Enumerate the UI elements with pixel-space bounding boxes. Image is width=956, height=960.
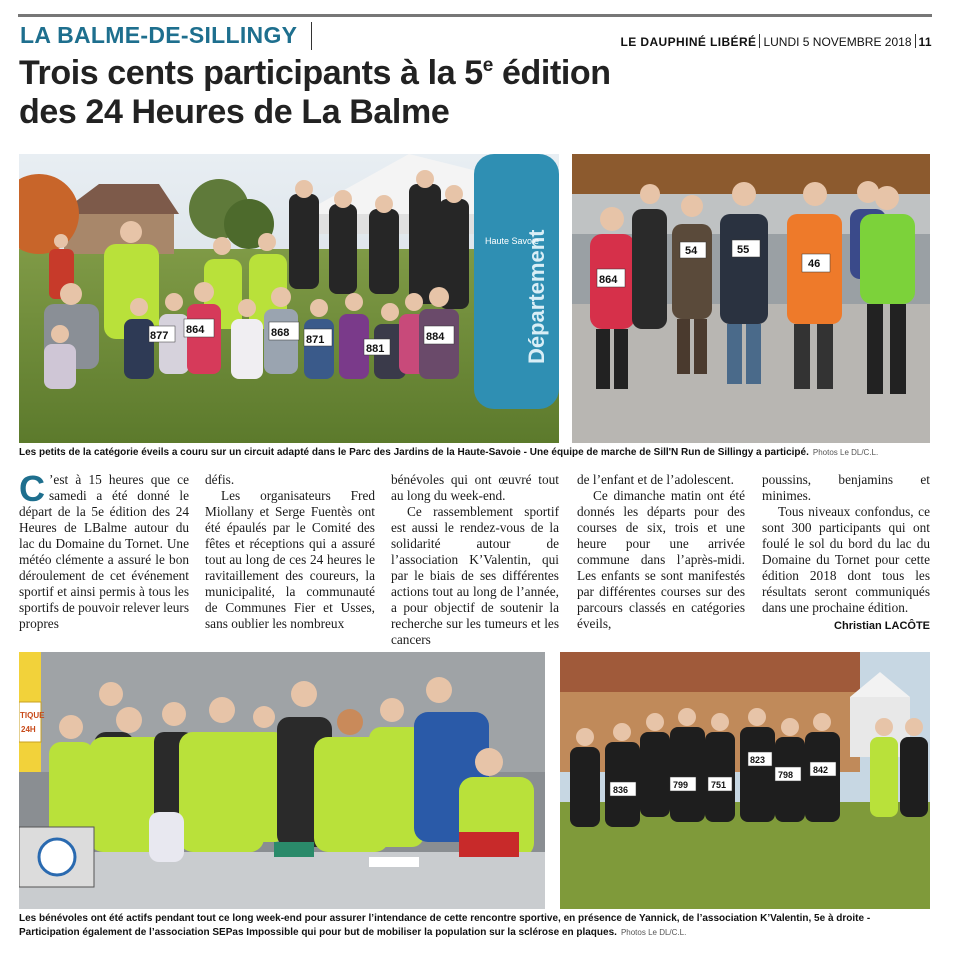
article-column-1: C ’est à 15 heures que ce samedi a été donné le départ de la 5e édition des 24 Heures de LBalme autour du lac du Domaine du Tornet. Une météo clémente a assuré le bon déroulement de cet événement sportif et ainsi permis à tous les sportifs de pouvoir relever leurs propres — [19, 468, 189, 631]
photo-sepas-runners — [560, 652, 930, 909]
bib-46: 46 — [808, 258, 821, 270]
bib-864: 864 — [186, 324, 205, 336]
photo-volunteers — [19, 652, 545, 909]
bib-55: 55 — [737, 244, 750, 256]
bib-864-walker: 864 — [599, 274, 618, 286]
author-byline: Christian LACÔTE — [834, 620, 930, 632]
bib-881: 881 — [366, 343, 385, 355]
bib-836: 836 — [613, 785, 629, 795]
drop-cap: C — [19, 468, 45, 509]
bib-877: 877 — [150, 330, 169, 342]
banner-text: Département — [524, 229, 549, 364]
bib-868: 868 — [271, 327, 290, 339]
photo-credit: Photos Le DL/C.L. — [812, 448, 879, 457]
bib-823: 823 — [750, 755, 766, 765]
bib-798: 798 — [778, 770, 794, 780]
bib-799: 799 — [673, 780, 689, 790]
newspaper-name: LE DAUPHINÉ LIBÉRÉ — [620, 35, 757, 49]
issue-date: LUNDI 5 NOVEMBRE 2018 — [763, 35, 912, 49]
article-column-5: poussins, benjamins et minimes. Tous niveaux confondus, ce sont 300 participants qui ont foulé le sol du bord du lac du Domaine du Tornet pour cette édition 2018 dont tous les résultats seront communiqués dans une prochaine édition. — [762, 472, 930, 615]
top-photos-caption: Les petits de la catégorie éveils a couru sur un circuit adapté dans le Parc des Jardins de la Haute-Savoie - Une équipe de marche de Sill'N Run de Sillingy a participé. Photos Le DL/C.L. — [19, 447, 879, 458]
headline: Trois cents participants à la 5e édition des 24 Heures de La Balme — [19, 54, 611, 131]
bib-871: 871 — [306, 334, 325, 346]
article-column-4: de l’enfant et de l’adolescent. Ce dimanche matin ont été donnés les départs pour des courses de six, trois et une heure pour une arrivée commune dans l’après-midi. Les enfants se sont manifestés par différentes courses sur des parcours classés en catégories éveils, — [577, 472, 745, 631]
page-number: 11 — [918, 35, 932, 49]
article-column-2: défis. Les organisateurs Fred Miollany et Serge Fuentès ont été épaulés par le Comité des fêtes et réceptions qui a assuré tout au long de ces 24 heures le ravitaillement des coureurs, la municipalité, la communauté de Communes Fier et Usses, sans oublier les nombreux — [205, 472, 375, 631]
sign-text-2: 24H — [21, 725, 36, 734]
section-title: LA BALME-DE-SILLINGY — [20, 22, 298, 48]
section-separator — [311, 22, 312, 50]
article-column-3: bénévoles qui ont œuvré tout au long du week-end. Ce rassemblement sportif est aussi le rendez-vous de la solidarité autour de l’association K’Valentin, qui par le biais de ses différentes actions tout au long de l’année, a pour objectif de soutenir la recherche sur les tumeurs et les cancers — [391, 472, 559, 647]
bib-54: 54 — [685, 245, 698, 257]
sign-text-1: TIQUE — [20, 711, 45, 720]
photo-credit-bottom: Photos Le DL/C.L. — [620, 928, 687, 937]
photo-children-runners — [19, 154, 559, 443]
bib-842: 842 — [813, 765, 829, 775]
bib-751: 751 — [711, 780, 727, 790]
photo-walking-team — [572, 154, 930, 443]
top-rule — [18, 14, 932, 17]
bib-884: 884 — [426, 331, 445, 343]
banner-small-text: Haute Savoie — [485, 236, 540, 246]
masthead — [621, 34, 932, 49]
bottom-photos-caption: Les bénévoles ont été actifs pendant tout ce long week-end pour assurer l’intendance de cette rencontre sportive, en présence de Yannick, de l’association K’Valentin, 5e à droite - Participation également de l’association SEPas Impossible qui pour but de mobiliser la population sur la sclérose en plaques. Photos Le DL/C.L. — [19, 913, 871, 938]
